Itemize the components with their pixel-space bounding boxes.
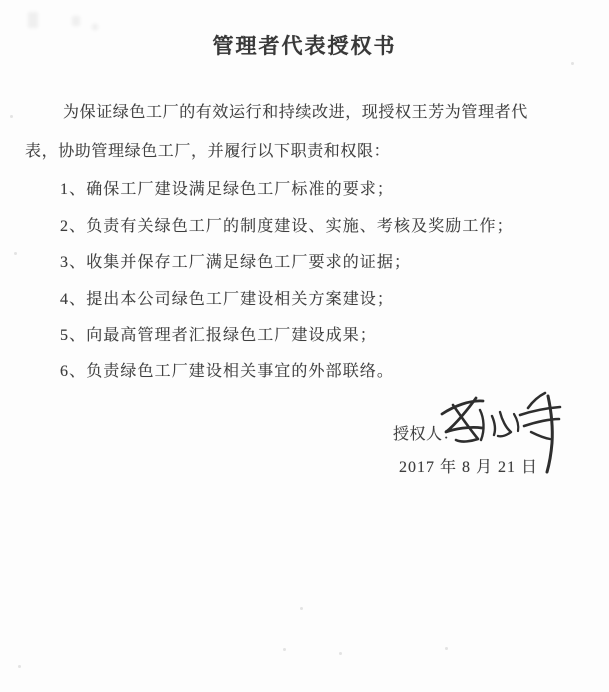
scan-speckle — [571, 62, 574, 65]
duty-item-5: 5、向最高管理者汇报绿色工厂建设成果； — [60, 327, 377, 344]
scan-speckle — [445, 647, 448, 650]
duty-item-4: 4、提出本公司绿色工厂建设相关方案建设； — [60, 291, 395, 308]
duty-item-6: 6、负责绿色工厂建设相关事宜的外部联络。 — [60, 363, 395, 380]
duty-item-1: 1、确保工厂建设满足绿色工厂标准的要求； — [60, 181, 395, 198]
duty-item-2: 2、负责有关绿色工厂的制度建设、实施、考核及奖励工作； — [60, 218, 514, 235]
scan-speckle — [14, 252, 17, 255]
scan-smudge — [28, 12, 38, 28]
document-date: 2017 年 8 月 21 日 — [399, 459, 539, 476]
duty-item-3: 3、收集并保存工厂满足绿色工厂要求的证据； — [60, 254, 412, 271]
scan-smudge — [72, 16, 80, 26]
document-title: 管理者代表授权书 — [212, 34, 397, 58]
paragraph-line-2: 表，协助管理绿色工厂，并履行以下职责和权限： — [25, 143, 391, 160]
scan-speckle — [10, 115, 13, 118]
authorizer-label: 授权人： — [393, 426, 460, 443]
paragraph-line-1: 为保证绿色工厂的有效运行和持续改进，现授权王芳为管理者代 — [63, 104, 528, 121]
scan-speckle — [300, 607, 303, 610]
scan-speckle — [283, 648, 286, 651]
scan-speckle — [339, 652, 342, 655]
scan-speckle — [18, 665, 21, 668]
